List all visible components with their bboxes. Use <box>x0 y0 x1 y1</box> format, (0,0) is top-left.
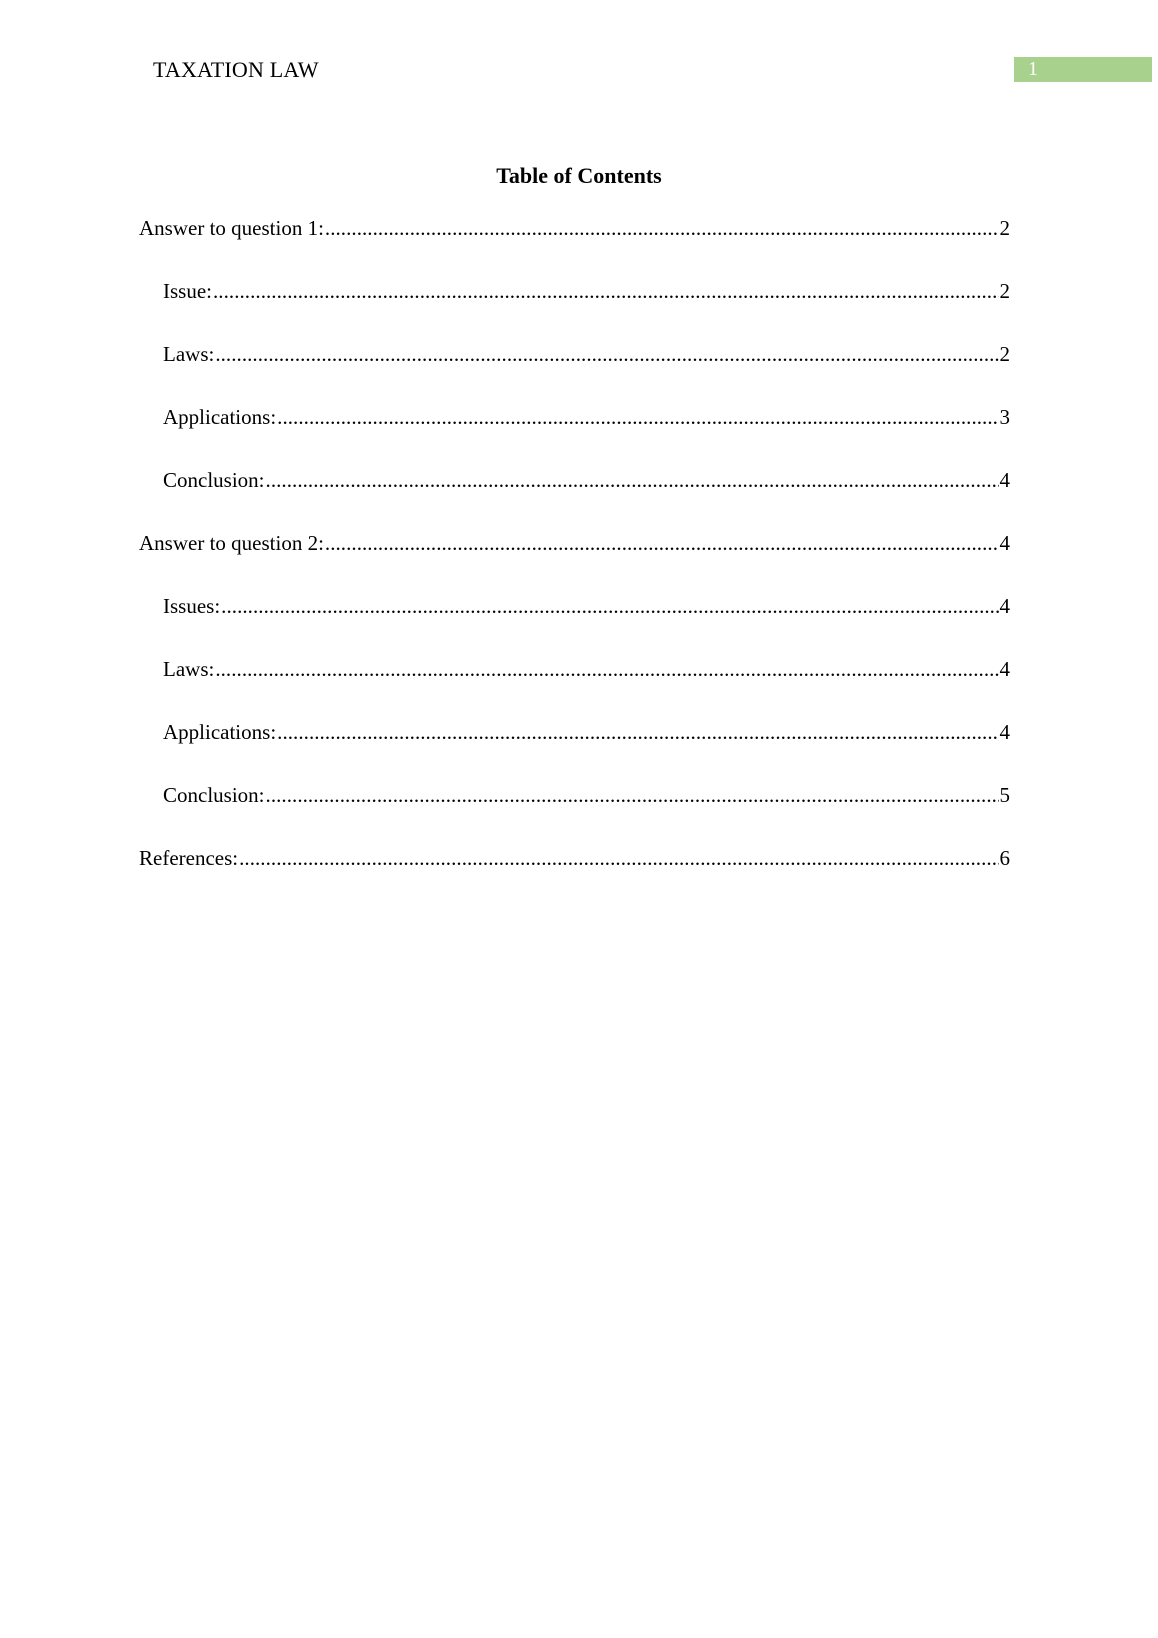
toc-entry-page: 4 <box>999 531 1010 555</box>
toc-entry-page: 2 <box>999 216 1010 240</box>
toc-entry-answer-question-1[interactable] <box>139 213 1010 276</box>
toc-entry-label: Issue: <box>163 279 212 303</box>
toc-list <box>139 213 1010 906</box>
toc-entry-applications[interactable] <box>139 402 1010 465</box>
toc-entry-label: Applications: <box>163 720 277 744</box>
dot-leader <box>215 654 998 684</box>
toc-entry-conclusion[interactable] <box>139 465 1010 528</box>
toc-entry-applications-2[interactable] <box>139 717 1010 780</box>
toc-entry-page: 4 <box>999 657 1010 681</box>
dot-leader <box>325 213 999 243</box>
dot-leader <box>221 591 998 621</box>
dot-leader <box>239 843 998 873</box>
page-number: 1 <box>1028 58 1038 80</box>
toc-entry-label: Answer to question 2: <box>139 531 324 555</box>
toc-entry-page: 4 <box>999 720 1010 744</box>
toc-entry-page: 5 <box>999 783 1010 807</box>
dot-leader <box>325 528 999 558</box>
dot-leader <box>266 465 999 495</box>
toc-entry-label: Conclusion: <box>163 783 265 807</box>
toc-entry-label: Applications: <box>163 405 277 429</box>
toc-entry-page: 6 <box>999 846 1010 870</box>
toc-entry-label: Answer to question 1: <box>139 216 324 240</box>
toc-entry-label: References: <box>139 846 239 870</box>
dot-leader <box>266 780 999 810</box>
toc-entry-references[interactable] <box>139 843 1010 906</box>
toc-entry-answer-question-2[interactable] <box>139 528 1010 591</box>
toc-entry-label: Laws: <box>163 342 215 366</box>
toc-entry-issue[interactable] <box>139 276 1010 339</box>
toc-entry-label: Laws: <box>163 657 215 681</box>
toc-entry-laws[interactable] <box>139 339 1010 402</box>
running-header-title: TAXATION LAW <box>153 57 319 82</box>
toc-entry-page: 4 <box>999 468 1010 492</box>
page-number-box <box>1014 57 1152 82</box>
dot-leader <box>277 402 998 432</box>
toc-heading: Table of Contents <box>496 163 662 188</box>
dot-leader <box>213 276 999 306</box>
toc-entry-page: 2 <box>999 279 1010 303</box>
toc-entry-label: Conclusion: <box>163 468 265 492</box>
toc-entry-label: Issues: <box>163 594 221 618</box>
dot-leader <box>215 339 998 369</box>
toc-entry-issues[interactable] <box>139 591 1010 654</box>
toc-entry-conclusion-2[interactable] <box>139 780 1010 843</box>
dot-leader <box>277 717 998 747</box>
toc-entry-laws-2[interactable] <box>139 654 1010 717</box>
toc-entry-page: 4 <box>999 594 1010 618</box>
toc-entry-page: 2 <box>999 342 1010 366</box>
toc-entry-page: 3 <box>999 405 1010 429</box>
